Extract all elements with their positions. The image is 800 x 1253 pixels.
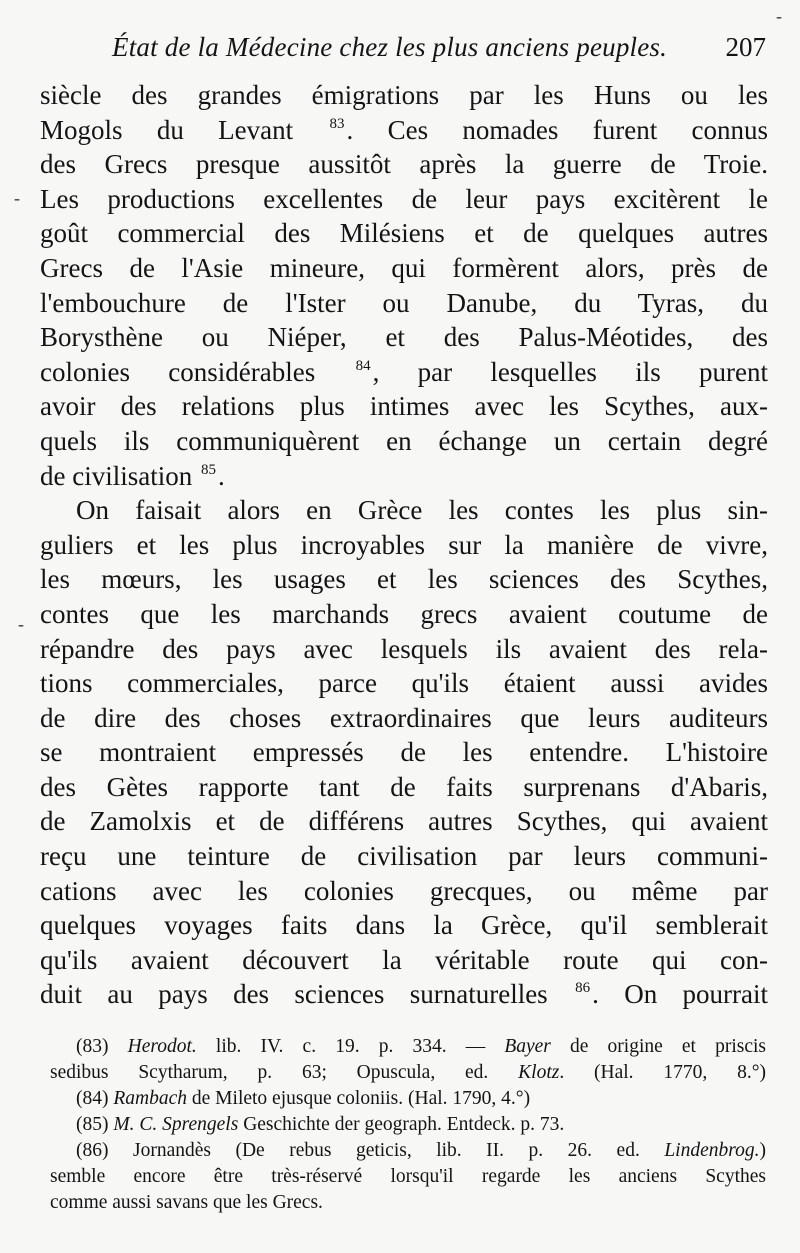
footnotes — [50, 1034, 766, 1216]
text-line: Mogols du Levant $^{83}$. Ces nomades furent connus — [40, 114, 769, 145]
text-line: se montraient empressés de les entendre. L'histoire — [40, 737, 768, 768]
running-head — [40, 30, 766, 70]
text-line: de Zamolxis et de différens autres Scythes, qui avaient — [40, 806, 768, 837]
text-line: Grecs de l'Asie mineure, qui formèrent alors, près de — [40, 252, 768, 283]
text-line: duit au pays des sciences surnaturelles $^{86}$. On pourrait — [40, 979, 769, 1010]
running-title: État de la Médecine chez les plus anciens peuples. — [112, 32, 668, 62]
text-line: quels ils communiquèrent en échange un certain degré — [40, 425, 768, 456]
footnote-83: (83) Herodot. lib. IV. c. 19. p. 334. — Bayer de origine et priscis — [76, 1036, 767, 1057]
text-line: des Grecs presque aussitôt après la guerre de Troie. — [40, 149, 768, 180]
footnote-86-cont: semble encore être très-réservé lorsqu'il regarde les anciens Scythes — [50, 1166, 766, 1187]
margin-mark: - — [14, 188, 20, 208]
text-line: de civilisation $^{85}$. — [40, 460, 225, 491]
text-line: colonies considérables $^{84}$, par lesquelles ils purent — [40, 356, 768, 387]
text-line: des Gètes rapporte tant de faits surprenans d'Abaris, — [40, 771, 768, 802]
text-line: tions commerciales, parce qu'ils étaient aussi avides — [40, 668, 768, 699]
text-line: de dire des choses extraordinaires que leurs auditeurs — [40, 702, 768, 733]
text-line: guliers et les plus incroyables sur la manière de vivre, — [40, 529, 768, 560]
margin-mark: - — [18, 614, 24, 634]
paragraph-start: On faisait alors en Grèce les contes les plus sin- — [76, 495, 768, 526]
footnote-ref-85: 85 — [200, 461, 216, 478]
margin-mark: - — [776, 6, 782, 26]
footnote-86: (86) Jornandès (De rebus geticis, lib. II. p. 26. ed. Lindenbrog.) — [76, 1140, 766, 1161]
footnote-83-cont: sedibus Scytharum, p. 63; Opuscula, ed. Klotz. (Hal. 1770, 8.°) — [50, 1062, 766, 1083]
text-line: qu'ils avaient découvert la véritable route qui con- — [40, 944, 768, 975]
page-number: 207 — [725, 32, 766, 62]
main-text — [40, 78, 768, 1012]
text-line: quelques voyages faits dans la Grèce, qu'il semblerait — [40, 910, 768, 941]
text-line: les mœurs, les usages et les sciences des Scythes, — [40, 564, 768, 595]
text-line: répandre des pays avec lesquels ils avaient des rela- — [40, 633, 768, 664]
footnote-ref-83: 83 — [329, 115, 345, 132]
footnote-ref-86: 86 — [575, 980, 591, 997]
text-line: reçu une teinture de civilisation par leurs communi- — [40, 841, 768, 872]
text-line: siècle des grandes émigrations par les Huns ou les — [40, 80, 768, 110]
footnote-ref-84: 84 — [355, 357, 371, 374]
footnote-85: (85) M. C. Sprengels Geschichte der geograph. Entdeck. p. 73. — [76, 1114, 565, 1135]
text-line: contes que les marchands grecs avaient coutume de — [40, 598, 768, 629]
text-line: Les productions excellentes de leur pays excitèrent le — [40, 183, 768, 214]
footnote-86-end: comme aussi savans que les Grecs. — [50, 1192, 323, 1213]
text-line: goût commercial des Milésiens et de quelques autres — [40, 218, 768, 249]
text-line: l'embouchure de l'Ister ou Danube, du Tyras, du — [40, 287, 768, 318]
text-line: cations avec les colonies grecques, ou même par — [40, 875, 768, 906]
text-line: Borysthène ou Niéper, et des Palus-Méotides, des — [40, 322, 768, 353]
text-line: avoir des relations plus intimes avec les Scythes, aux- — [40, 391, 768, 422]
footnote-84: (84) Rambach de Mileto ejusque coloniis. (Hal. 1790, 4.°) — [76, 1088, 531, 1109]
